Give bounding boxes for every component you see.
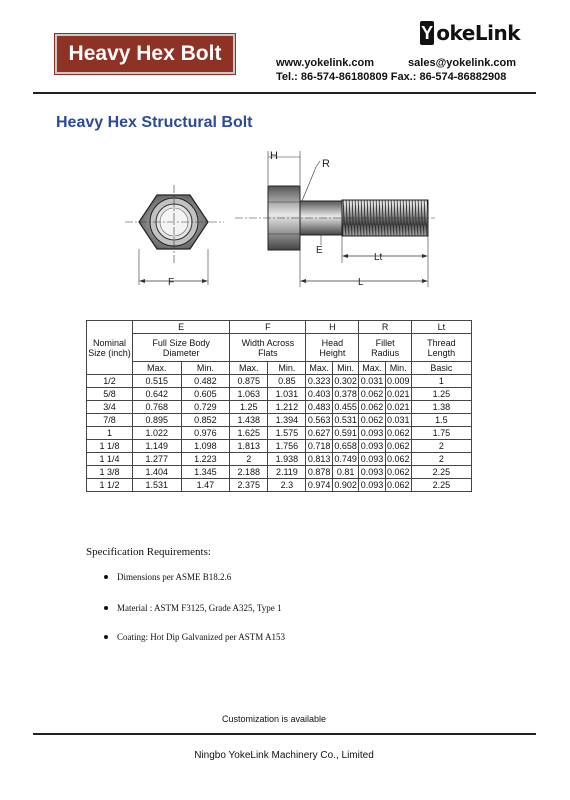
header-sub: Max.: [230, 362, 268, 375]
table-cell: 0.062: [360, 415, 384, 425]
table-cell: 0.627: [307, 428, 331, 438]
table-cell: 1.75: [411, 427, 471, 440]
table-cell: 0.062: [386, 480, 410, 490]
table-cell: 0.378: [334, 389, 357, 399]
header-desc-f: Width Across Flats: [230, 334, 306, 362]
table-cell: 0.093: [360, 480, 384, 490]
table-cell: 0.605: [181, 388, 230, 401]
table-cell: 0.875: [230, 375, 268, 388]
table-cell: 2.25: [411, 479, 471, 492]
label-l: L: [358, 277, 364, 288]
table-cell: 0.482: [181, 375, 230, 388]
table-cell: 1 3/8: [87, 466, 133, 479]
table-header-row-codes: [87, 321, 472, 334]
table-cell: 0.642: [133, 388, 182, 401]
table-cell: 0.483: [307, 402, 331, 412]
table-cell: 0.718: [307, 441, 331, 451]
footer-divider: [33, 733, 536, 735]
table-cell: 0.976: [181, 427, 230, 440]
page-title: Heavy Hex Bolt: [55, 34, 235, 74]
table-cell: 1.38: [411, 401, 471, 414]
table-cell: 1.063: [230, 388, 268, 401]
header-code-r: R: [359, 321, 411, 334]
bolt-side-view: [235, 151, 435, 287]
header-sub: Min.: [385, 362, 411, 375]
table-cell: 0.031: [360, 376, 384, 386]
table-cell: 1.031: [268, 388, 306, 401]
label-e: E: [316, 245, 323, 256]
table-cell: 0.591: [334, 428, 357, 438]
table-cell: 0.021: [386, 402, 410, 412]
requirement-text: Dimensions per ASME B18.2.6: [117, 572, 232, 582]
table-cell: 1.022: [133, 427, 182, 440]
table-cell: 0.81: [332, 466, 358, 479]
table-cell: 0.009: [386, 376, 410, 386]
table-cell: 1.813: [230, 440, 268, 453]
label-f: F: [168, 277, 175, 288]
table-cell: 1.938: [268, 453, 306, 466]
bullet-icon: [104, 635, 108, 639]
table-cell: 0.062: [386, 467, 410, 477]
table-cell: 0.093: [360, 428, 384, 438]
table-cell: 0.85: [268, 375, 306, 388]
requirement-item: [104, 572, 231, 582]
table-cell: 1.404: [133, 466, 182, 479]
table-cell: 0.563: [307, 415, 331, 425]
table-cell: 0.515: [133, 375, 182, 388]
requirement-text: Coating: Hot Dip Galvanized per ASTM A153: [117, 632, 285, 642]
table-cell: 1.531: [133, 479, 182, 492]
table-cell: 1.394: [268, 414, 306, 427]
table-header-row-sub: [87, 362, 472, 375]
header-code-lt: Lt: [411, 321, 471, 334]
logo-mark: Y: [420, 21, 434, 45]
requirements-title: Specification Requirements:: [86, 546, 211, 558]
table-cell: 5/8: [87, 388, 133, 401]
header-sub: Basic: [411, 362, 471, 375]
table-cell: 0.749: [334, 454, 357, 464]
table-cell: 0.093: [360, 454, 384, 464]
table-row: [87, 453, 472, 466]
table-cell: 1.223: [181, 453, 230, 466]
table-row: [87, 479, 472, 492]
table-cell: 0.031: [386, 415, 410, 425]
table-cell: 1.575: [268, 427, 306, 440]
header-sub: Min.: [181, 362, 230, 375]
table-cell: 0.062: [360, 389, 384, 399]
header-desc-e: Full Size Body Diameter: [133, 334, 230, 362]
table-cell: 0.895: [133, 414, 182, 427]
header-sub: Min.: [332, 362, 358, 375]
header-nominal-size: Nominal Size (inch): [87, 321, 133, 375]
header-sub: Max.: [359, 362, 385, 375]
table-cell: 0.902: [334, 480, 357, 490]
header-sub: Max.: [133, 362, 182, 375]
table-cell: 2.3: [268, 479, 306, 492]
table-row: [87, 375, 472, 388]
header-sub: Max.: [306, 362, 332, 375]
header-code-e: E: [133, 321, 230, 334]
table-cell: 0.093: [360, 441, 384, 451]
table-cell: 0.813: [307, 454, 331, 464]
table-cell: 2.25: [411, 466, 471, 479]
table-cell: 1/2: [87, 375, 133, 388]
table-cell: 0.403: [307, 389, 331, 399]
table-cell: 0.093: [360, 467, 384, 477]
table-cell: 0.062: [386, 454, 410, 464]
customization-note: Customization is available: [221, 714, 327, 724]
bullet-icon: [104, 606, 108, 610]
table-cell: 1.25: [411, 388, 471, 401]
table-cell: 0.878: [307, 467, 331, 477]
bullet-icon: [104, 575, 108, 579]
label-r: R: [322, 158, 330, 170]
table-cell: 0.062: [386, 441, 410, 451]
logo-text: okeLink: [436, 21, 520, 45]
table-cell: 0.531: [334, 415, 357, 425]
requirement-item: [104, 632, 285, 642]
footer-company: Ningbo YokeLink Machinery Co., Limited: [194, 750, 374, 761]
label-h: H: [270, 150, 278, 162]
header-code-f: F: [230, 321, 306, 334]
table-cell: 1.5: [411, 414, 471, 427]
table-cell: 0.062: [386, 428, 410, 438]
table-cell: 0.658: [334, 441, 357, 451]
table-row: [87, 414, 472, 427]
table-cell: 0.729: [181, 401, 230, 414]
table-cell: 1.438: [230, 414, 268, 427]
website-link[interactable]: www.yokelink.com: [276, 57, 375, 69]
header-code-h: H: [306, 321, 359, 334]
table-cell: 2.188: [230, 466, 268, 479]
section-title: Heavy Hex Structural Bolt: [56, 114, 253, 131]
email-link[interactable]: sales@yokelink.com: [408, 57, 516, 69]
label-lt: Lt: [374, 252, 383, 263]
table-cell: 0.062: [360, 402, 384, 412]
requirement-item: [104, 603, 281, 613]
hex-head-end-view: [125, 185, 224, 285]
table-cell: 2.119: [268, 466, 306, 479]
table-row: [87, 427, 472, 440]
requirement-text: Material : ASTM F3125, Grade A325, Type 1: [117, 603, 282, 613]
table-cell: 2: [230, 453, 268, 466]
dimension-table: [86, 320, 472, 492]
table-cell: 3/4: [87, 401, 133, 414]
table-row: [87, 440, 472, 453]
table-cell: 1: [411, 375, 471, 388]
table-cell: 1.47: [181, 479, 230, 492]
phone-fax: Tel.: 86-574-86180809 Fax.: 86-574-86882908: [276, 71, 507, 83]
table-cell: 1.345: [181, 466, 230, 479]
table-cell: 1 1/4: [87, 453, 133, 466]
table-cell: 1 1/8: [87, 440, 133, 453]
table-cell: 0.323: [307, 376, 331, 386]
table-cell: 2: [411, 440, 471, 453]
header-desc-r: Fillet Radius: [359, 334, 411, 362]
table-cell: 2: [411, 453, 471, 466]
table-cell: 1: [87, 427, 133, 440]
table-row: [87, 466, 472, 479]
table-cell: 1.25: [230, 401, 268, 414]
company-logo: [420, 20, 520, 46]
table-cell: 1.212: [268, 401, 306, 414]
table-cell: 0.852: [181, 414, 230, 427]
header-desc-lt: Thread Length: [411, 334, 471, 362]
header-divider: [33, 92, 536, 94]
table-cell: 0.974: [307, 480, 331, 490]
header-sub: Min.: [268, 362, 306, 375]
contact-info: [276, 56, 516, 84]
table-row: [87, 401, 472, 414]
table-cell: 1.277: [133, 453, 182, 466]
header-desc-h: Head Height: [306, 334, 359, 362]
table-cell: 7/8: [87, 414, 133, 427]
table-cell: 0.768: [133, 401, 182, 414]
table-cell: 1 1/2: [87, 479, 133, 492]
table-cell: 1.625: [230, 427, 268, 440]
table-cell: 2.375: [230, 479, 268, 492]
table-cell: 0.455: [334, 402, 357, 412]
table-cell: 0.302: [334, 376, 357, 386]
table-cell: 1.149: [133, 440, 182, 453]
table-cell: 0.021: [386, 389, 410, 399]
table-header-row-desc: [87, 334, 472, 362]
bolt-drawing: [120, 145, 450, 295]
table-cell: 1.756: [268, 440, 306, 453]
table-row: [87, 388, 472, 401]
table-cell: 1.098: [181, 440, 230, 453]
